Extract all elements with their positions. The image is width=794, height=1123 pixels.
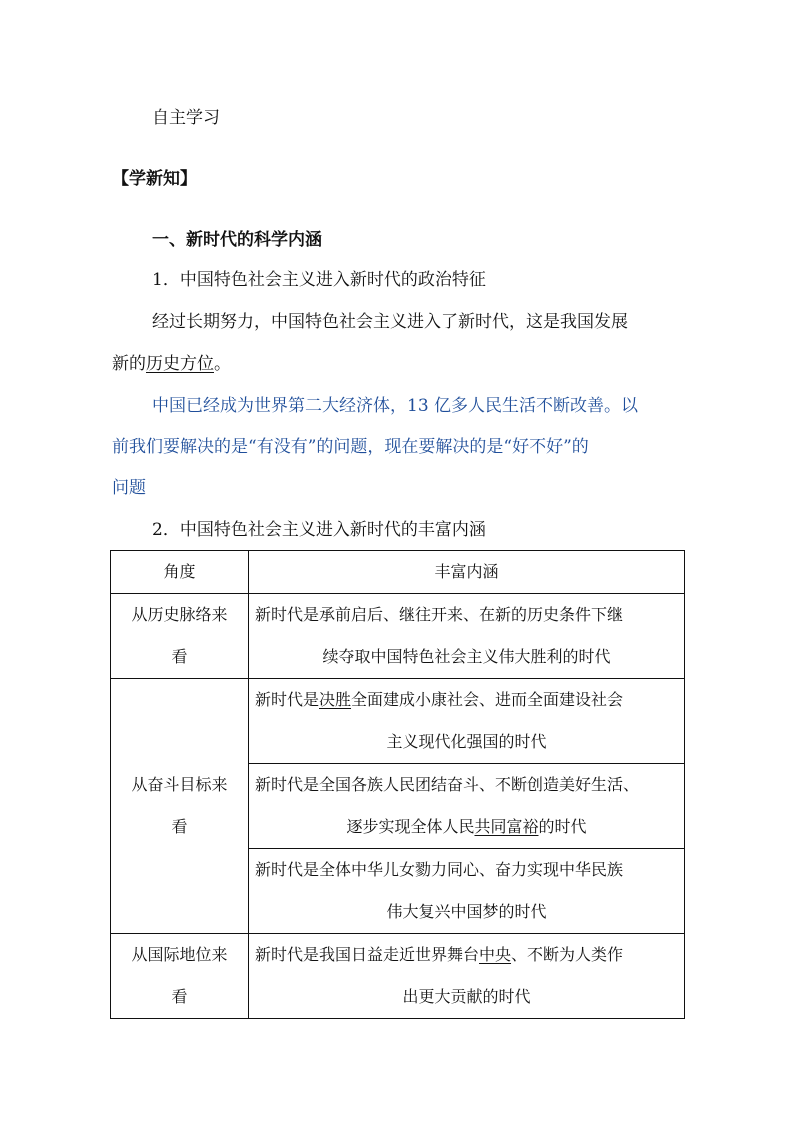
section-title: 一、新时代的科学内涵 <box>152 230 322 250</box>
cell-text: 伟大复兴中国梦的时代 <box>386 902 547 921</box>
table-cell-content <box>249 764 685 849</box>
cell-text-part: 、不断为人类作 <box>511 945 624 964</box>
underlined-term: 共同富裕 <box>474 817 539 836</box>
cell-text: 新时代是全国各族人民团结奋斗、不断创造美好生活、 <box>255 775 640 794</box>
cell-text <box>255 679 678 721</box>
underlined-term: 中央 <box>479 945 512 964</box>
cell-text: 看 <box>171 647 188 666</box>
cell-text: 看 <box>171 987 188 1006</box>
cell-text <box>255 934 678 976</box>
cell-text: 新时代是承前启后、继往开来、在新的历史条件下继 <box>255 605 624 624</box>
cell-text: 出更大贡献的时代 <box>402 987 531 1006</box>
content-table <box>110 550 685 1019</box>
paragraph-text: 。 <box>214 354 231 374</box>
table-row <box>111 679 685 764</box>
underlined-term: 决胜 <box>319 690 352 709</box>
table-row <box>111 934 685 1019</box>
cell-text: 看 <box>171 817 188 836</box>
table-cell-content <box>249 594 685 679</box>
cell-text: 从国际地位来 <box>131 945 228 964</box>
cell-text: 主义现代化强国的时代 <box>386 732 547 751</box>
table-header: 丰富内涵 <box>249 551 685 594</box>
table-row <box>111 594 685 679</box>
cell-text-part: 逐步实现全体人民 <box>346 817 475 836</box>
table-cell-angle <box>111 934 249 1019</box>
point-2-title: 2．中国特色社会主义进入新时代的丰富内涵 <box>152 520 486 540</box>
cell-text-part: 的时代 <box>538 817 587 836</box>
table-cell-angle <box>111 594 249 679</box>
heading-self-study: 自主学习 <box>152 108 220 128</box>
note-line: 中国已经成为世界第二大经济体，13 亿多人民生活不断改善。以 <box>152 396 639 416</box>
cell-text <box>255 806 678 848</box>
table-cell-angle <box>111 679 249 934</box>
table-cell-content <box>249 849 685 934</box>
cell-text: 从历史脉络来 <box>131 605 228 624</box>
cell-text-part: 全面建成小康社会、进而全面建设社会 <box>351 690 624 709</box>
paragraph-line: 经过长期努力，中国特色社会主义进入了新时代，这是我国发展 <box>152 312 628 332</box>
cell-text: 从奋斗目标来 <box>131 775 228 794</box>
heading-new-knowledge: 【学新知】 <box>112 169 197 189</box>
table-cell-content <box>249 934 685 1019</box>
underlined-term: 历史方位 <box>146 354 214 374</box>
cell-text-part: 新时代是 <box>255 690 320 709</box>
table-header-row <box>111 551 685 594</box>
table-header: 角度 <box>111 551 249 594</box>
cell-text-part: 新时代是我国日益走近世界舞台 <box>255 945 480 964</box>
paragraph-line <box>112 353 231 375</box>
cell-text: 新时代是全体中华儿女勠力同心、奋力实现中华民族 <box>255 860 624 879</box>
point-1-title: 1．中国特色社会主义进入新时代的政治特征 <box>152 270 486 290</box>
note-line: 前我们要解决的是“有没有”的问题，现在要解决的是“好不好”的 <box>112 437 589 457</box>
table-cell-content <box>249 679 685 764</box>
cell-text: 续夺取中国特色社会主义伟大胜利的时代 <box>322 647 611 666</box>
note-line: 问题 <box>112 478 146 498</box>
paragraph-text: 新的 <box>112 354 146 374</box>
